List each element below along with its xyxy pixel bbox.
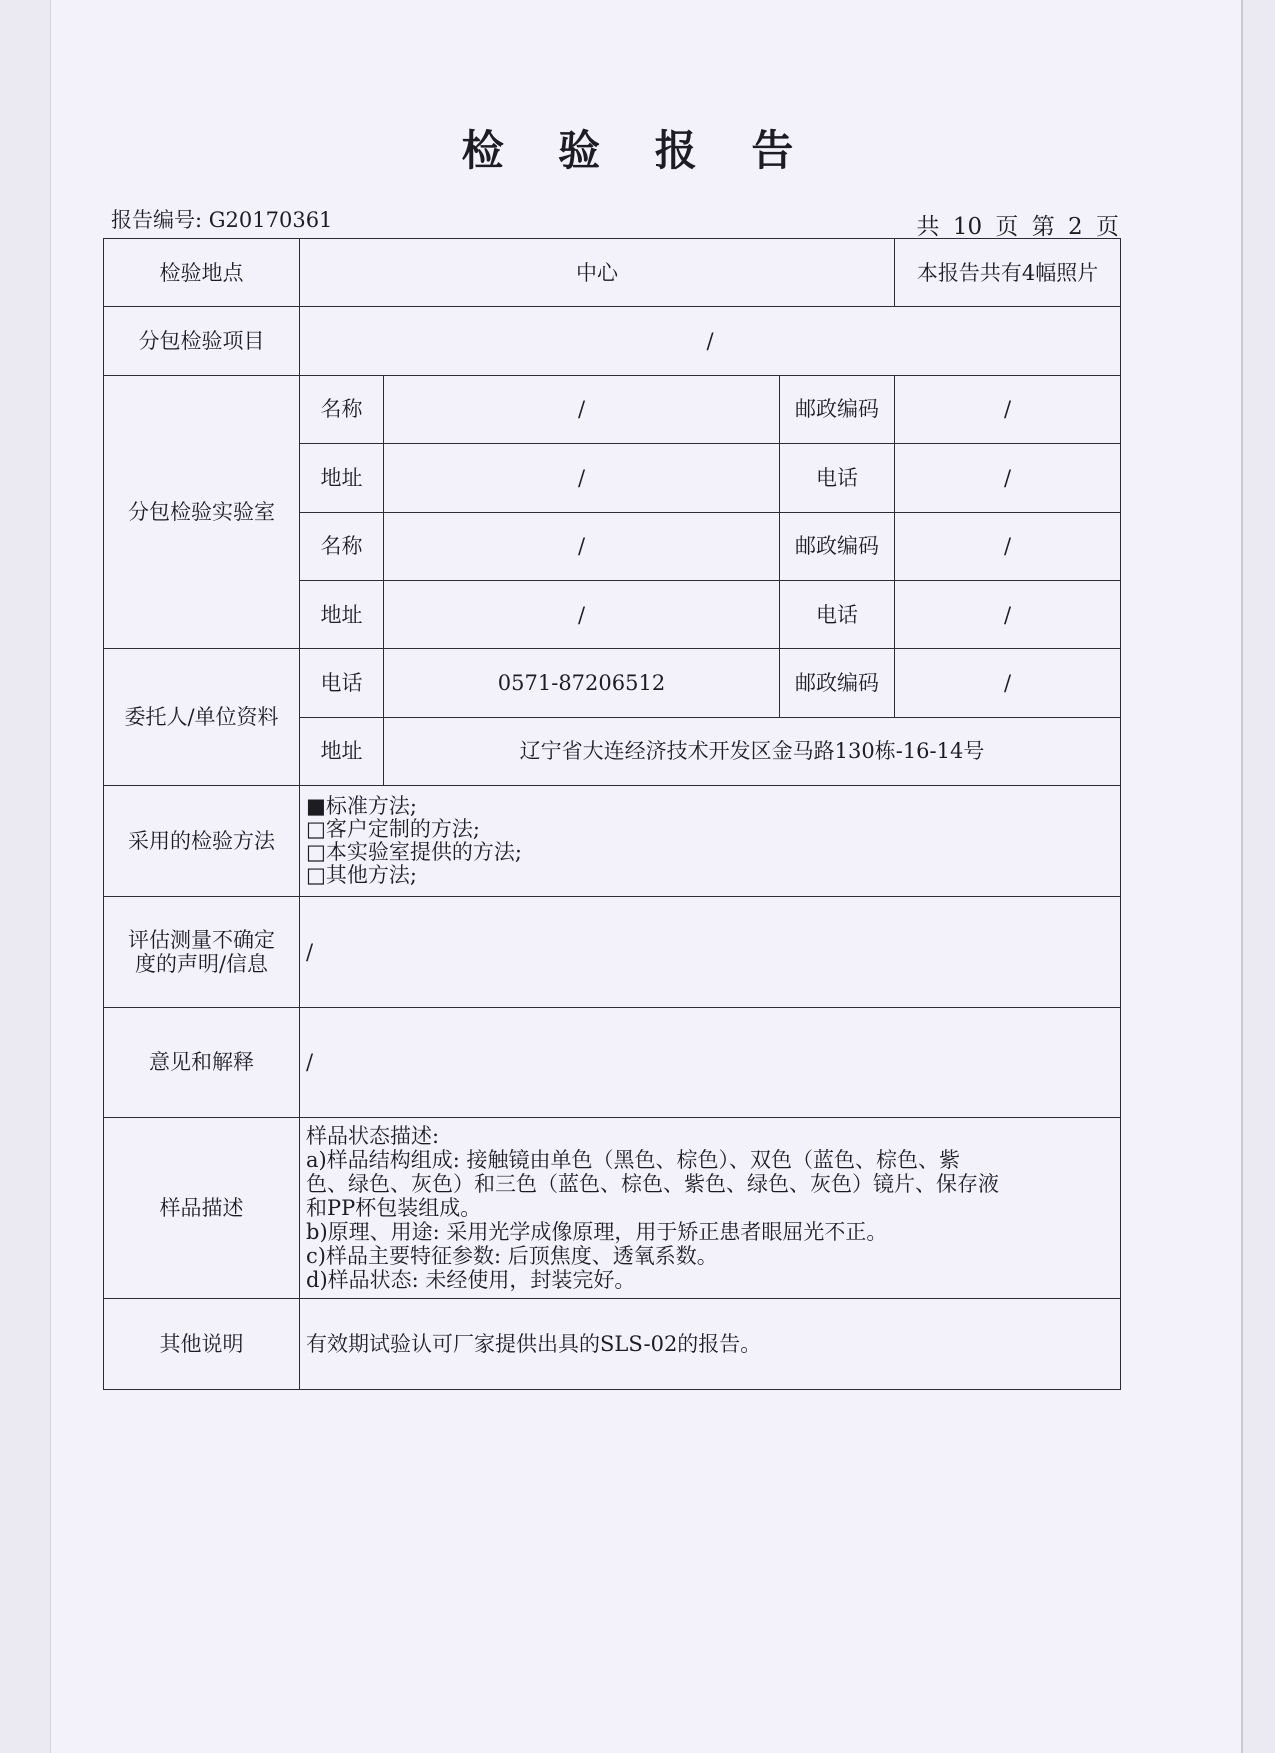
row-opinion <box>104 1007 1121 1118</box>
page-info: 共 10 页 第 2 页 <box>916 214 1119 240</box>
sub-lab-key: 地址 <box>300 444 384 512</box>
method-option-text: 本实验室提供的方法; <box>325 840 522 865</box>
report-table <box>103 238 1121 1390</box>
unchecked-box-icon: □ <box>306 840 326 865</box>
sub-lab-label: 分包检验实验室 <box>104 375 300 649</box>
sub-lab-value: / <box>895 375 1121 443</box>
sample-line: c)样品主要特征参数: 后顶焦度、透氧系数。 <box>306 1244 718 1269</box>
row-client-phone <box>104 649 1121 717</box>
sample-line: 和PP杯包装组成。 <box>306 1196 482 1221</box>
uncertainty-label <box>104 896 300 1007</box>
uncertainty-label-line: 度的声明/信息 <box>134 951 269 976</box>
method-option <box>306 818 1114 841</box>
sample-line: d)样品状态: 未经使用，封装完好。 <box>306 1268 636 1293</box>
methods-list <box>300 786 1121 897</box>
sub-lab-key: 名称 <box>300 512 384 580</box>
sub-lab-key: 邮政编码 <box>780 512 895 580</box>
sub-lab-key: 电话 <box>780 581 895 649</box>
sample-line: 色、绿色、灰色）和三色（蓝色、棕色、紫色、绿色、灰色）镜片、保存液 <box>306 1172 999 1197</box>
row-uncertainty <box>104 896 1121 1007</box>
other-label: 其他说明 <box>104 1299 300 1390</box>
method-option-text: 客户定制的方法; <box>325 817 480 842</box>
sub-lab-value: / <box>384 375 780 443</box>
row-subcontract-items <box>104 307 1121 375</box>
client-address-label: 地址 <box>300 717 384 785</box>
subcontract-items-label: 分包检验项目 <box>104 307 300 375</box>
checked-box-icon: ■ <box>306 794 326 819</box>
site-value: 中心 <box>300 239 895 307</box>
report-title: 检 验 报 告 <box>461 126 814 175</box>
report-number: 报告编号: G20170361 <box>111 208 333 232</box>
site-label: 检验地点 <box>104 239 300 307</box>
uncertainty-label-line: 评估测量不确定 <box>128 927 275 952</box>
method-option <box>306 841 1114 864</box>
row-other <box>104 1299 1121 1390</box>
client-phone-label: 电话 <box>300 649 384 717</box>
client-label: 委托人/单位资料 <box>104 649 300 786</box>
client-postcode: / <box>895 649 1121 717</box>
method-option <box>306 795 1114 818</box>
row-methods <box>104 786 1121 897</box>
method-option <box>306 864 1114 887</box>
sub-lab-value: / <box>384 581 780 649</box>
opinion-value: / <box>300 1007 1121 1118</box>
sub-lab-value: / <box>384 444 780 512</box>
methods-label: 采用的检验方法 <box>104 786 300 897</box>
row-sub-lab-1 <box>104 375 1121 443</box>
sample-line: b)原理、用途: 采用光学成像原理，用于矫正患者眼屈光不正。 <box>306 1220 888 1245</box>
subcontract-items-value: / <box>300 307 1121 375</box>
row-site <box>104 239 1121 307</box>
photo-count: 本报告共有4幅照片 <box>895 239 1121 307</box>
method-option-text: 其他方法; <box>325 863 417 888</box>
row-sample <box>104 1118 1121 1299</box>
client-address: 辽宁省大连经济技术开发区金马路130栋-16-14号 <box>384 717 1121 785</box>
client-postcode-label: 邮政编码 <box>780 649 895 717</box>
unchecked-box-icon: □ <box>306 817 326 842</box>
sub-lab-value: / <box>895 444 1121 512</box>
sample-label: 样品描述 <box>104 1118 300 1299</box>
sample-line: 样品状态描述: <box>306 1124 440 1149</box>
method-option-text: 标准方法; <box>325 794 417 819</box>
sub-lab-value: / <box>895 581 1121 649</box>
other-value: 有效期试验认可厂家提供出具的SLS-02的报告。 <box>300 1299 1121 1390</box>
opinion-label: 意见和解释 <box>104 1007 300 1118</box>
sub-lab-value: / <box>895 512 1121 580</box>
sub-lab-key: 地址 <box>300 581 384 649</box>
sample-line: a)样品结构组成: 接触镜由单色（黑色、棕色）、双色（蓝色、棕色、紫 <box>306 1148 960 1173</box>
sub-lab-key: 邮政编码 <box>780 375 895 443</box>
sub-lab-key: 电话 <box>780 444 895 512</box>
red-seal-stamp <box>1228 740 1268 980</box>
sub-lab-value: / <box>384 512 780 580</box>
unchecked-box-icon: □ <box>306 863 326 888</box>
sample-description <box>300 1118 1121 1299</box>
sub-lab-key: 名称 <box>300 375 384 443</box>
uncertainty-value: / <box>300 896 1121 1007</box>
client-phone: 0571-87206512 <box>384 649 780 717</box>
